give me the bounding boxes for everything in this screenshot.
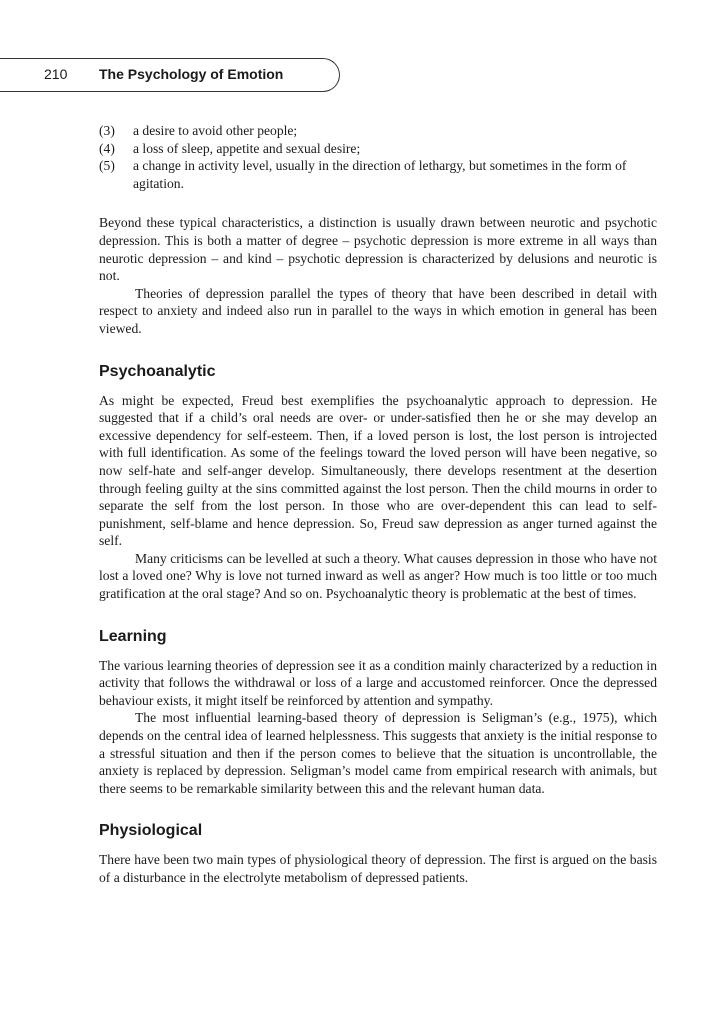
running-title: The Psychology of Emotion	[99, 66, 284, 82]
list-item-number: (5)	[99, 158, 115, 174]
list-item	[99, 157, 657, 192]
section-heading-physiological: Physiological	[99, 822, 203, 840]
list-item	[99, 122, 657, 140]
psychoanalytic-paragraph-1: As might be expected, Freud best exemplifies the psychoanalytic approach to depression. He suggested that if a child’s oral needs are over- or under-satisfied then he or she may develop an excessive dependency for self-esteem. Then, if a loved person is lost, the lost person is introjected with full identification. As some of the feelings toward the loved person will have been negative, so now self-hate and self-anger develop. Simultaneously, there develops resentment at the desertion through feeling guilty at the sins committed against the lost person. Then the child mourns in order to separate the self from the lost person. In those who are over-dependent this can lead to self-punishment, self-blame and hence depression. So, Freud saw depression as anger turned against the self.	[99, 392, 657, 549]
physiological-paragraph-1: There have been two main types of physiological theory of depression. The first is argued on the basis of a disturbance in the electrolyte metabolism of depressed patients.	[99, 852, 657, 885]
psychoanalytic-paragraph-2: Many criticisms can be levelled at such a theory. What causes depression in those who have not lost a loved one? Why is love not turned inward as well as anger? How much is too little or too much gratification at the oral stage? And so on. Psychoanalytic theory is problematic at the best of times.	[99, 550, 657, 602]
list-item-number: (4)	[99, 140, 115, 156]
page-number: 210	[44, 66, 68, 82]
list-item-number: (3)	[99, 123, 115, 138]
learning-paragraph-2: The most influential learning-based theory of depression is Seligman’s (e.g., 1975), which depends on the central idea of learned helplessness. This suggests that anxiety is the initial response to a stressful situation and then if the person comes to believe that the situation is uncontrollable, the anxiety is replaced by depression. Seligman’s model came from empirical research with animals, but there seems to be remarkable similarity between this and the relevant human data.	[99, 710, 657, 796]
list-item-text: a desire to avoid other people;	[133, 123, 298, 138]
intro-paragraph-2: Theories of depression parallel the types of theory that have been described in detail with respect to anxiety and indeed also run in parallel to the ways in which emotion in general has been viewed.	[99, 285, 657, 336]
list-item	[99, 140, 657, 158]
learning-paragraph-1: The various learning theories of depression see it as a condition mainly characterized by a reduction in activity that follows the withdrawal or loss of a large and accustomed reinforcer. Once the depressed behaviour exists, it might itself be reinforced by attention and sympathy.	[99, 657, 657, 708]
intro-paragraph-1: Beyond these typical characteristics, a distinction is usually drawn between neurotic and psychotic depression. This is both a matter of degree – psychotic depression is more extreme in all ways than neurotic depression – and kind – psychotic depression is characterized by delusions and neurotic is not.	[99, 215, 657, 284]
list-item-text: a change in activity level, usually in the direction of lethargy, but sometimes in the form of agitation.	[133, 158, 627, 191]
list-item-text: a loss of sleep, appetite and sexual desire;	[133, 140, 361, 156]
section-heading-psychoanalytic: Psychoanalytic	[99, 362, 216, 380]
page-body	[99, 122, 657, 887]
section-heading-learning: Learning	[99, 627, 167, 645]
symptom-list	[99, 122, 657, 192]
